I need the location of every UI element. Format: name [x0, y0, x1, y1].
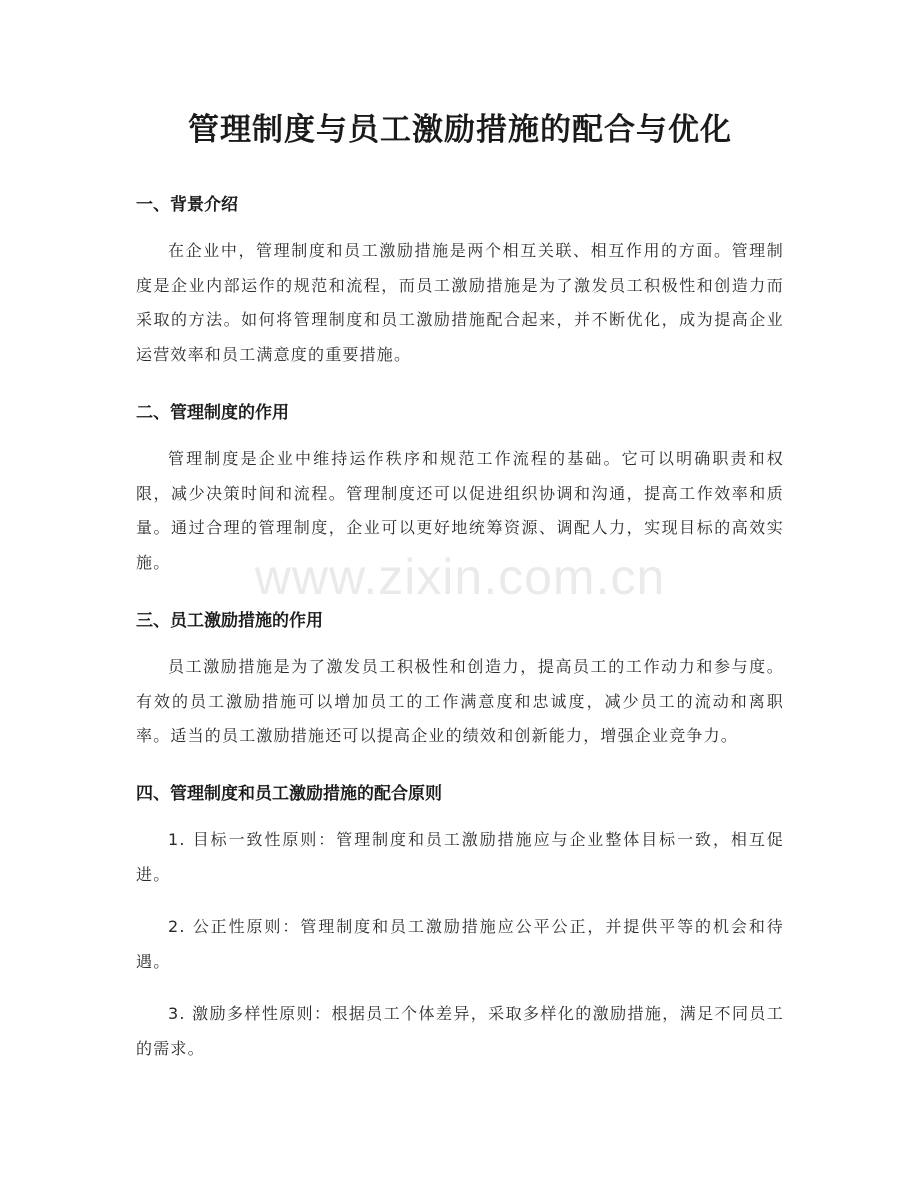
section-heading-incentive-role: 三、员工激励措施的作用 — [136, 611, 323, 631]
principle-item-2: 2. 公正性原则：管理制度和员工激励措施应公平公正，并提供平等的机会和待遇。 — [136, 917, 784, 971]
section-paragraph-management-role: 管理制度是企业中维持运作秩序和规范工作流程的基础。它可以明确职责和权限，减少决策时间和流程。管理制度还可以促进组织协调和沟通，提高工作效率和质量。通过合理的管理制度，企业可以更好地统筹资源、调配人力，实现目标的高效实施。 — [136, 449, 784, 572]
principle-item-3: 3. 激励多样性原则：根据员工个体差异，采取多样化的激励措施，满足不同员工的需求。 — [136, 1004, 784, 1058]
watermark: www.zixin.com.cn — [254, 549, 666, 605]
principle-item-1: 1. 目标一致性原则：管理制度和员工激励措施应与企业整体目标一致，相互促进。 — [136, 830, 784, 884]
section-paragraph-background: 在企业中，管理制度和员工激励措施是两个相互关联、相互作用的方面。管理制度是企业内部运作的规范和流程，而员工激励措施是为了激发员工积极性和创造力而采取的方法。如何将管理制度和员工激励措施配合起来，并不断优化，成为提高企业运营效率和员工满意度的重要措施。 — [136, 241, 784, 364]
section-paragraph-incentive-role: 员工激励措施是为了激发员工积极性和创造力，提高员工的工作动力和参与度。有效的员工激励措施可以增加员工的工作满意度和忠诚度，减少员工的流动和离职率。适当的员工激励措施还可以提高企业的绩效和创新能力，增强企业竞争力。 — [136, 657, 784, 745]
document-title: 管理制度与员工激励措施的配合与优化 — [188, 112, 732, 148]
section-heading-management-role: 二、管理制度的作用 — [136, 403, 289, 423]
section-heading-background: 一、背景介绍 — [136, 195, 238, 215]
section-heading-principles: 四、管理制度和员工激励措施的配合原则 — [136, 784, 442, 804]
